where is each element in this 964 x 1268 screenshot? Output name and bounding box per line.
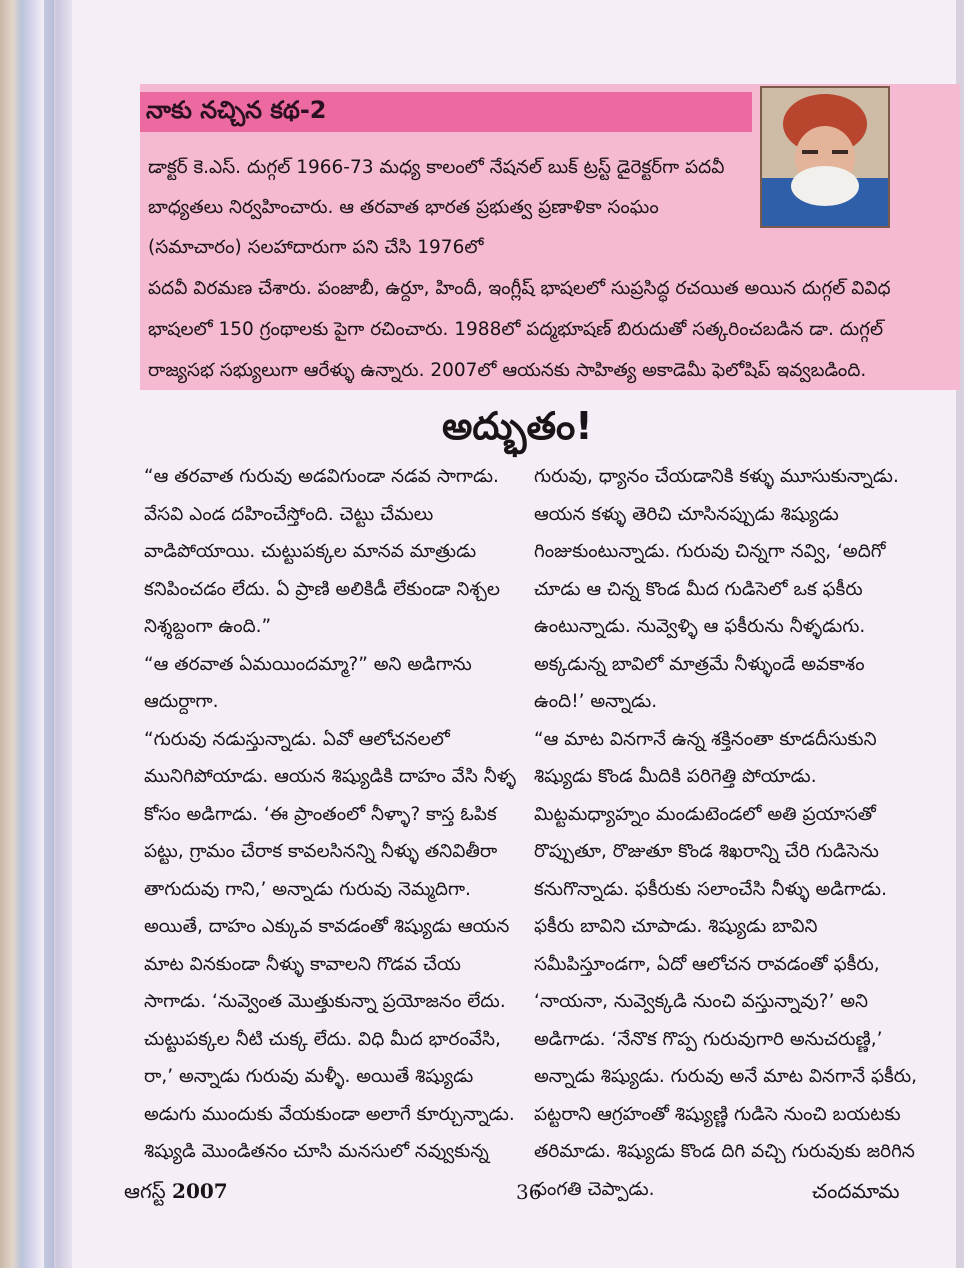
- story-title: అద్భుతం!: [442, 404, 593, 448]
- page-number: 36: [516, 1180, 542, 1204]
- paragraph: “గురువు నడుస్తున్నాడు. ఏవో ఆలోచనలలో మునిగిపోయాడు. ఆయన శిష్యుడికి దాహం వేసి నీళ్ళ కోసం అడిగాడు. ‘ఈ ప్రాంతంలో నీళ్ళా? కాస్త ఓపిక పట్టు, గ్రామం చేరాక కావలసినన్ని నీళ్ళు తనివితీరా తాగుదువు గాని,’ అన్నాడు గురువు నెమ్మదిగా. అయితే, దాహం ఎక్కువ కావడంతో శిష్యుడు ఆయన మాట వినకుండా నీళ్ళు కావాలని గొడవ చేయ సాగాడు. ‘నువ్వెంత మొత్తుకున్నా ప్రయోజనం లేదు. చుట్టుపక్కల నీటి చుక్క లేదు. విధి మీద భారంవేసి, రా,’ అన్నాడు గురువు మళ్ళీ. అయితే శిష్యుడు అడుగు ముందుకు వేయకుండా అలాగే కూర్చున్నాడు. శిష్యుడి మొండితనం చూసి మనసులో నవ్వుకున్న: [144, 728, 517, 1162]
- paragraph: గురువు, ధ్యానం చేయడానికి కళ్ళు మూసుకున్నాడు. ఆయన కళ్ళు తెరిచి చూసినప్పుడు శిష్యుడు గింజుకుంటున్నాడు. గురువు చిన్నగా నవ్వి, ‘అదిగో చూడు ఆ చిన్న కొండ మీద గుడిసెలో ఒక ఫకీరు ఉంటున్నాడు. నువ్వెళ్ళి ఆ ఫకీరును నీళ్ళడుగు. అక్కడున్న బావిలో మాత్రమే నీళ్ళుండే అవకాశం ఉంది!’ అన్నాడు.: [534, 466, 899, 712]
- bio-text-top: డాక్టర్ కె.ఎస్. దుగ్గల్ 1966-73 మధ్య కాలంలో నేషనల్ బుక్ ట్రస్ట్ డైరెక్టర్‌గా పదవీ బాధ్యతలు నిర్వహించారు. ఆ తరవాత భారత ప్రభుత్వ ప్రణాళికా సంఘం (సమాచారం) సలహాదారుగా పని చేసి 1976లో: [148, 157, 725, 258]
- author-photo: [760, 86, 890, 228]
- paragraph: “ఆ తరవాత గురువు అడవిగుండా నడవ సాగాడు. వేసవి ఎండ దహించేస్తోంది. చెట్టు చేమలు వాడిపోయాయి. చుట్టుపక్కల మానవ మాత్రుడు కనిపించడం లేదు. ఏ ప్రాణి అలికిడీ లేకుండా నిశ్చల నిశ్శబ్దంగా ఉంది.”: [144, 466, 501, 637]
- paragraph: “ఆ మాట వినగానే ఉన్న శక్తినంతా కూడదీసుకుని శిష్యుడు కొండ మీదికి పరిగెత్తి పోయాడు. మిట్టమధ్యాహ్నం మండుటెండలో అతి ప్రయాసతో రొప్పుతూ, రొజుతూ కొండ శిఖరాన్ని చేరి గుడిసెను కనుగొన్నాడు. ఫకీరుకు సలాంచేసి నీళ్ళు అడిగాడు. ఫకీరు బావిని చూపాడు. శిష్యుడు బావిని సమీపిస్తూండగా, ఏదో ఆలోచన రావడంతో ఫకీరు, ‘నాయనా, నువ్వెక్కడి నుంచి వస్తున్నావు?’ అని అడిగాడు. ‘నేనొక గొప్ప గురువుగారి అనుచరుణ్ణి,’ అన్నాడు శిష్యుడు. గురువు అనే మాట వినగానే ఫకీరు, పట్టరాని ఆగ్రహంతో శిష్యుణ్ణి గుడిసె నుంచి బయటకు తరిమాడు. శిష్యుడు కొండ దిగి వచ్చి గురువుకు జరిగిన సంగతి చెప్పాడు.: [534, 728, 918, 1200]
- footer-year: 2007: [172, 1179, 228, 1203]
- story-column-left: [144, 458, 526, 1171]
- paragraph: “ఆ తరవాత ఏమయిందమ్మా?” అని అడిగాను ఆదుర్దాగా.: [144, 653, 472, 712]
- magazine-page: [72, 0, 956, 1268]
- footer-month: ఆగస్ట్: [124, 1179, 166, 1203]
- bio-title: నాకు నచ్చిన కథ-2: [146, 96, 327, 124]
- magazine-name: చందమామ: [812, 1179, 900, 1203]
- story-column-right: [534, 458, 918, 1208]
- magazine-spine: [0, 0, 72, 1268]
- footer-issue: [124, 1179, 228, 1208]
- author-portrait-icon: [762, 88, 888, 226]
- bio-text-bottom: పదవీ విరమణ చేశారు. పంజాబీ, ఉర్దూ, హిందీ, ఇంగ్లీష్ భాషలలో సుప్రసిద్ధ రచయిత అయిన దుగ్గల్ వివిధ భాషలలో 150 గ్రంథాలకు పైగా రచించారు. 1988లో పద్మభూషణ్ బిరుదుతో సత్కరించబడిన డా. దుగ్గల్ రాజ్యసభ సభ్యులుగా ఆరేళ్ళు ఉన్నారు. 2007లో ఆయనకు సాహిత్య అకాడెమీ ఫెలోషిప్ ఇవ్వబడింది.: [148, 278, 891, 381]
